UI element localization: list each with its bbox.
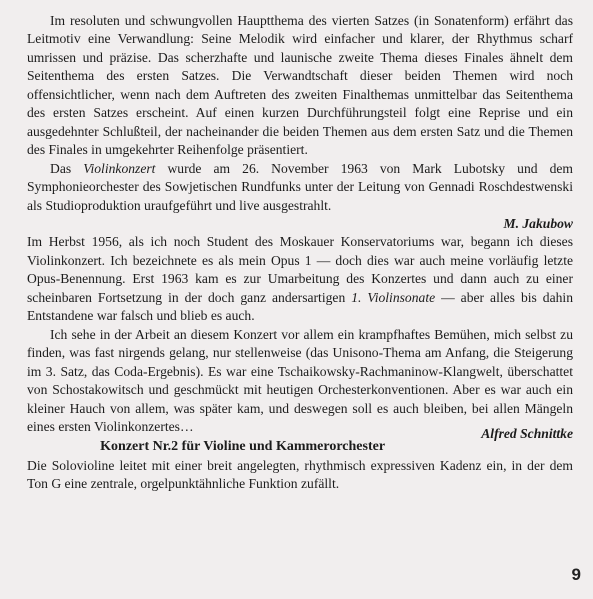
premiere-text-end: wurde am 26. November 1963 von Mark Lubotsky und dem Symphonieorchester des Sowjetischen Rundfunks unter der Leitung von Gennadi Roschdestwenski als Studioproduktion uraufgeführt und live ausgestrahlt. — [27, 160, 573, 213]
reflection-text: Ich sehe in der Arbeit an diesem Konzert vor allem ein krampfhaftes Bemühen, mich selbst zu finden, was fast nirgends gelang, nur stellenweise (das Unisono-Thema am Anfang, die Steigerung im 3. Satz, das Coda-Ergebnis). Es war eine Tschaikowsky-Rachmaninow-Klangwelt, überschattet von Schostakowitsch und geschmückt mit heutigen Orchesterkonventionen. Aber es war auch ein kleiner Hauch von allem, was später kam, und deswegen soll es auch bleiben, bei allen Mängeln eines ersten Violinkonzertes… — [27, 326, 573, 434]
origin-text-start: Im Herbst 1956, als ich noch Student des Moskauer Konservatoriums war, begann ich dieses Violinkonzert. Ich bezeichnete es als mein Opus 1 — doch dies war auch meine vorläufig letzte Opus-Benennung. Erst 1963 kam es zur Umarbeitung des Konzertes und dann auch zu einer scheinbaren Fortsetzung in der doch ganz andersartigen — [27, 234, 573, 305]
signature-schnittke: Alfred Schnittke — [481, 425, 573, 441]
origin-text-end: — aber alles bis dahin Entstandene war falsch und blieb es auch. — [27, 289, 574, 324]
premiere-work-title: Violinkonzert — [83, 160, 156, 176]
premiere-text-start: Das — [50, 160, 84, 176]
section-heading-concerto-2: Konzert Nr.2 für Violine und Kammerorchester — [100, 439, 386, 455]
paragraph-schnittke-reflection — [27, 326, 573, 441]
violin-sonata-title: 1. Violinsonate — [351, 289, 436, 305]
signature-jakubow: M. Jakubow — [503, 215, 573, 231]
page-number: 9 — [571, 565, 581, 584]
document-page — [27, 12, 573, 494]
paragraph-schnittke-origin — [27, 233, 573, 325]
paragraph-premiere — [27, 160, 573, 215]
paragraph-concerto-2-intro: Die Solovioline leitet mit einer breit angelegten, rhythmisch expressiven Kadenz ein, in der dem Ton G eine zentrale, orgelpunktähnliche Funktion zufällt. — [27, 457, 573, 492]
paragraph-finale-analysis: Im resoluten und schwungvollen Hauptthema des vierten Satzes (in Sonatenform) erfährt das Leitmotiv eine Verwandlung: Seine Melodik wird einfacher und klarer, der Rhythmus scharf umrissen und präzise. Das scherzhafte und launische zweite Thema dieses Finales ähnelt dem Seitenthema des ersten Satzes. Die Verwandtschaft dieser beiden Themen wird noch offensichtlicher, wenn nach dem Auftreten des zweiten Finalthemas unmittelbar das Seitenthema des ersten Satzes erscheint. Auf einen kurzen Durchführungsteil folgt eine Reprise und ein ausgedehnter Schlußteil, der nacheinander die beiden Themen aus dem ersten Satz und die Themen des Finales in umgekehrter Reihenfolge präsentiert. — [27, 13, 573, 158]
